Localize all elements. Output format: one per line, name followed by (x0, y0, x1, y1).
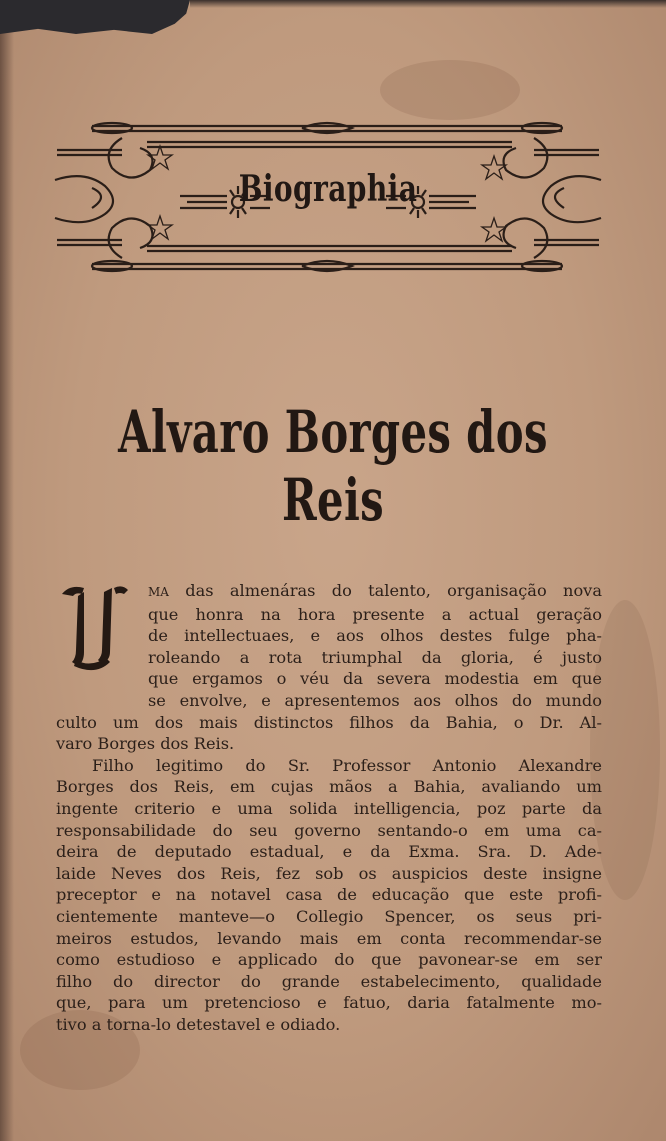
text-line: Borges dos Reis, em cujas mãos a Bahia, avaliando um (56, 777, 602, 797)
paragraph-2 (56, 755, 602, 1036)
section-title: Biographia (238, 168, 418, 210)
text-line (56, 580, 602, 604)
header-ornament (52, 118, 604, 278)
text-line: meiros estudos, levando mais em conta recommendar-se (56, 928, 602, 948)
svg-text:U: U (95, 651, 97, 653)
top-edge-shadow (190, 0, 666, 8)
text-line: culto um dos mais distinctos filhos da Bahia, o Dr. Al- (56, 712, 602, 732)
text-line: roleando a rota triumphal da gloria, é justo (148, 647, 602, 667)
text-line: filho do director do grande estabelecimento, qualidade (56, 971, 602, 991)
text-line: como estudioso e applicado do que pavonear-se em ser (56, 950, 602, 970)
paper-stain (380, 60, 520, 120)
text-line: que ergamos o véu da severa modestia em que (148, 669, 602, 689)
text-line: varo Borges dos Reis. (56, 734, 235, 754)
text-line: responsabilidade do seu governo sentando-o em uma ca- (56, 820, 602, 840)
text-line: que honra na hora presente a actual geração (148, 604, 602, 624)
torn-corner (0, 0, 190, 34)
small-caps-word: MA (148, 585, 169, 599)
article-title: Alvaro Borges dos Reis (118, 398, 548, 534)
article-body (56, 580, 602, 1035)
text-line: que, para um pretencioso e fatuo, daria fatalmente mo- (56, 993, 602, 1013)
text-line: cientemente manteve—o Collegio Spencer, os seus pri- (56, 906, 602, 926)
paragraph-1 (56, 580, 602, 755)
text-line: Filho legitimo do Sr. Professor Antonio Alexandre (92, 755, 602, 775)
text-line: de intellectuaes, e aos olhos destes fulge pha- (148, 626, 602, 646)
text-line: deira de deputado estadual, e da Exma. Sra. D. Ade- (56, 842, 602, 862)
page-edge (0, 0, 14, 1141)
text-line: se envolve, e apresentemos aos olhos do mundo (148, 690, 602, 710)
text-line: preceptor e na notavel casa de educação que este profi- (56, 885, 602, 905)
text-line: laide Neves dos Reis, fez sob os auspicios deste insigne (56, 863, 602, 883)
text-line: ingente criterio e uma solida intelligencia, poz parte da (56, 798, 602, 818)
text-line: tivo a torna-lo detestavel e odiado. (56, 1014, 341, 1034)
text-segment: das almenáras do talento, organisação nova (185, 581, 602, 600)
